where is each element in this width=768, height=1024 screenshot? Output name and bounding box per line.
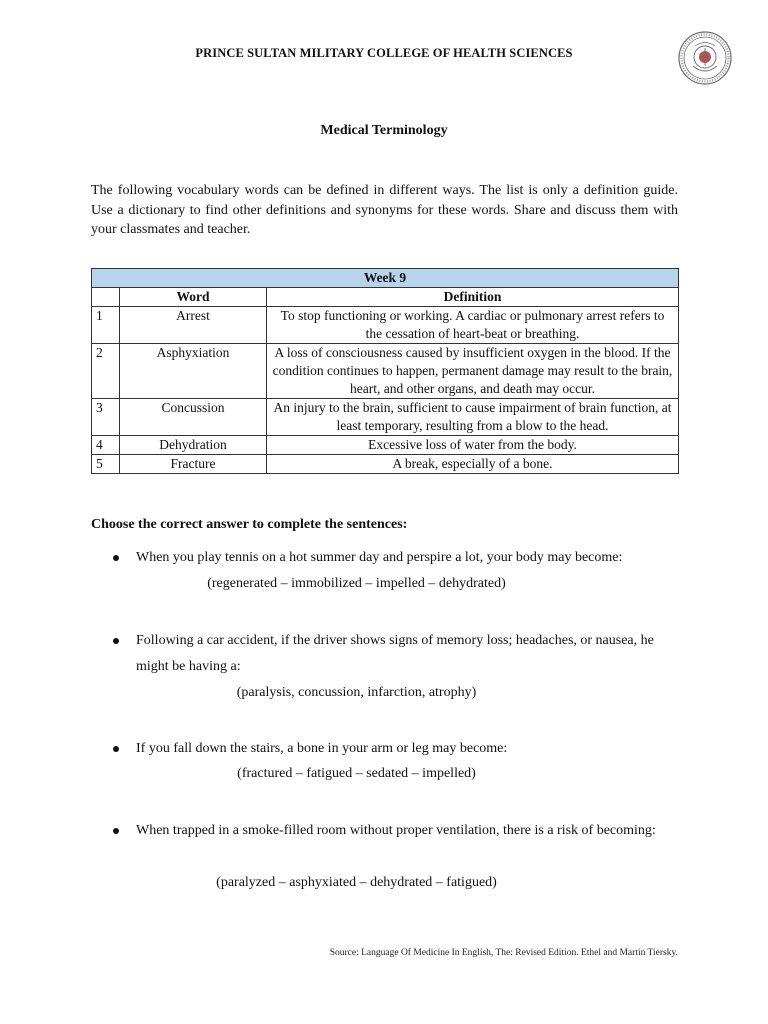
answer-options: (regenerated – immobilized – impelled – dehydrated) [207, 576, 506, 591]
row-definition: A break, especially of a bone. [267, 455, 679, 474]
column-header-word: Word [120, 288, 267, 307]
table-week-row [92, 269, 679, 288]
row-definition: Excessive loss of water from the body. [267, 436, 679, 455]
college-seal-icon [677, 30, 733, 86]
row-number: 4 [92, 436, 120, 455]
answer-options: (paralysis, concussion, infarction, atrophy) [236, 685, 477, 700]
bullet-icon [113, 555, 119, 561]
table-row [92, 436, 679, 455]
question-text: Following a car accident, if the driver shows signs of memory loss; headaches, or nausea, he might be having a: [136, 633, 654, 674]
bullet-icon [113, 638, 119, 644]
table-row [92, 344, 679, 399]
table-header-row [92, 288, 679, 307]
document-title: Medical Terminology [320, 123, 448, 138]
intro-paragraph: The following vocabulary words can be defined in different ways. The list is only a definition guide. Use a dictionary to find other definitions and synonyms for these words. Share and discuss them with your classmates and teacher. [91, 183, 678, 237]
institution-name: PRINCE SULTAN MILITARY COLLEGE OF HEALTH SCIENCES [195, 46, 573, 60]
table-row [92, 455, 679, 474]
table-row [92, 307, 679, 344]
row-word: Arrest [120, 307, 267, 344]
column-header-definition: Definition [267, 288, 679, 307]
row-definition: A loss of consciousness caused by insufficient oxygen in the blood. If the condition continues to happen, permanent damage may result to the brain, heart, and other organs, and death may occur. [267, 344, 679, 399]
row-definition: To stop functioning or working. A cardiac or pulmonary arrest refers to the cessation of heart-beat or breathing. [267, 307, 679, 344]
question-text: When trapped in a smoke-filled room without proper ventilation, there is a risk of becoming: [136, 823, 656, 838]
row-number: 5 [92, 455, 120, 474]
question-text: If you fall down the stairs, a bone in your arm or leg may become: [136, 741, 508, 756]
row-definition: An injury to the brain, sufficient to cause impairment of brain function, at least temporary, resulting from a blow to the head. [267, 399, 679, 436]
row-number: 3 [92, 399, 120, 436]
row-word: Fracture [120, 455, 267, 474]
exercise-heading: Choose the correct answer to complete the sentences: [91, 517, 408, 532]
column-header-number [92, 288, 120, 307]
answer-options: (fractured – fatigued – sedated – impelled) [237, 766, 476, 781]
row-number: 1 [92, 307, 120, 344]
bullet-icon [113, 746, 119, 752]
question-text: When you play tennis on a hot summer day and perspire a lot, your body may become: [136, 550, 623, 565]
row-number: 2 [92, 344, 120, 399]
row-word: Asphyxiation [120, 344, 267, 399]
table-row [92, 399, 679, 436]
row-word: Dehydration [120, 436, 267, 455]
row-word: Concussion [120, 399, 267, 436]
week-label: Week 9 [92, 269, 679, 288]
answer-options: (paralyzed – asphyxiated – dehydrated – fatigued) [216, 875, 497, 890]
vocabulary-table [91, 268, 679, 474]
source-citation: Source: Language Of Medicine In English, The: Revised Edition. Ethel and Martin Tiersky. [329, 948, 678, 958]
bullet-icon [113, 828, 119, 834]
